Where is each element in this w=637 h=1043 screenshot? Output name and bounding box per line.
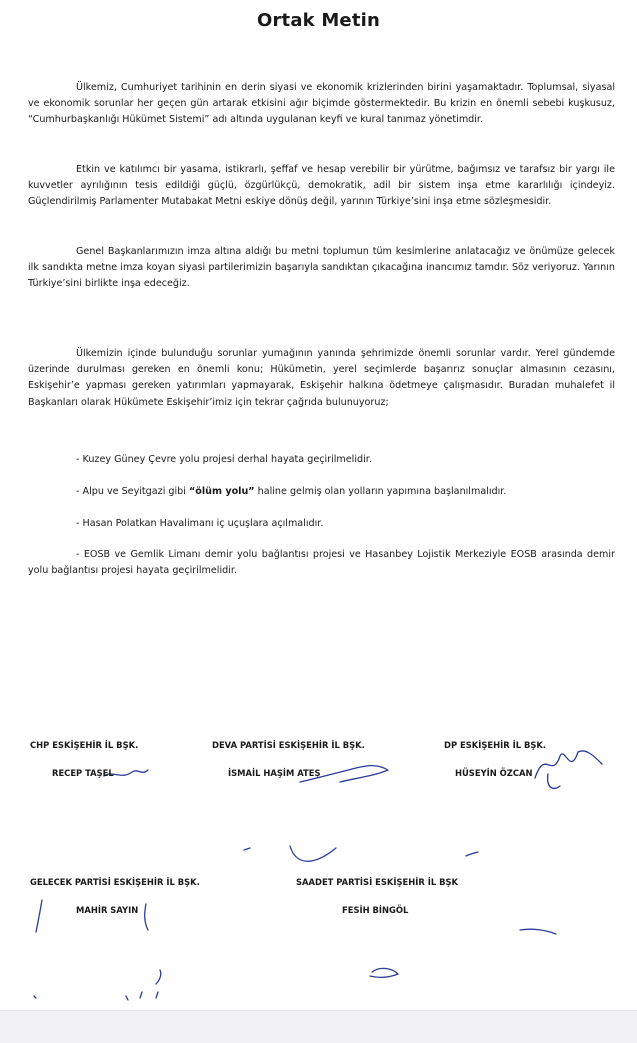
list-item-text: - Alpu ve Seyitgazi gibi [76, 486, 189, 497]
signature-stroke [520, 929, 556, 934]
signatory-2-party: DEVA PARTİSİ ESKİŞEHİR İL BŞK. [212, 740, 365, 750]
signature-stroke [290, 846, 336, 861]
paragraph-2 [28, 162, 615, 211]
signatory-1-name: RECEP TAŞEL [52, 768, 114, 778]
list-item: - Kuzey Güney Çevre yolu projesi derhal hayata geçirilmelidir. [76, 454, 372, 465]
signature-stroke [466, 852, 478, 856]
paragraph-1 [28, 80, 615, 129]
paragraph-3-text: Genel Başkanlarımızın imza altına aldığı bu metni toplumun tüm kesimlerine anlatacağız ve önümüze gelecek ilk sandıkta metne imza koyan siyasi partilerimizin başarıyla sandıktan çıkacağına inancımız tamdır. Söz veriyoruz. Yarının Türkiye’sini birlikte inşa edeceğiz. [28, 246, 615, 290]
signature-stroke [34, 996, 36, 998]
paragraph-4 [28, 346, 615, 411]
signature-stroke [126, 992, 158, 1000]
signatory-1-party: CHP ESKİŞEHİR İL BŞK. [30, 740, 139, 750]
signatory-5-name: FESİH BİNGÖL [342, 905, 409, 915]
signature-stroke [36, 900, 42, 932]
paragraph-2-text: Etkin ve katılımcı bir yasama, istikrarlı, şeffaf ve hesap verebilir bir yürütme, bağımsız ve tarafsız bir yargı ile kuvvetler ayrılığının tesis edildiği güçlü, özgürlükçü, demokratik, adil bir sistem inşa etme kararlılığı içindeyiz. Güçlendirilmiş Parlamenter Mutabakat Metni eskiye dönüş değil, yarının Türkiye’sini inşa etme sözleşmesidir. [28, 164, 615, 208]
signature-stroke [370, 968, 398, 977]
list-item: - EOSB ve Gemlik Limanı demir yolu bağlantısı projesi ve Hasanbey Lojistik Merkeziyle EOSB arasında demir yolu bağlantısı projesi hayata geçirilmelidir. [28, 549, 615, 577]
list-item-emphasis: “ölüm yolu” [188, 486, 255, 497]
signatory-4-name: MAHİR SAYIN [76, 905, 139, 915]
paragraph-4-text: Ülkemizin içinde bulunduğu sorunlar yumağının yanında şehrimizde önemli sorunlar vardır. Yerel gündemde üzerinde durulması gereken en önemli konu; Hükümetin, yerel seçimlerde başarırız sonuçlar almasının cezasını, Eskişehir’e yapması gereken yatırımları yapmayarak, Eskişehir halkına ödetmeye çalışmasıdır. Buradan muhalefet il Başkanları olarak Hükümete Eskişehir’imiz için tekrar çağrıda bulunuyoruz; [28, 348, 615, 408]
signatory-3-party: DP ESKİŞEHİR İL BŞK. [444, 740, 547, 750]
signature-stroke [145, 904, 148, 930]
signature-stroke [548, 774, 560, 788]
signatory-5-party: SAADET PARTİSİ ESKİŞEHİR İL BŞK [296, 877, 458, 887]
paragraph-3 [28, 244, 615, 293]
list-item: - Hasan Polatkan Havalimanı iç uçuşlara açılmalıdır. [76, 518, 324, 529]
list-item [28, 484, 615, 500]
signatory-4-party: GELECEK PARTİSİ ESKİŞEHİR İL BŞK. [30, 877, 200, 887]
signatory-2-name: İSMAİL HAŞİM ATEŞ [228, 768, 321, 778]
paragraph-1-text: Ülkemiz, Cumhuriyet tarihinin en derin siyasi ve ekonomik krizlerinden birini yaşamaktadır. Toplumsal, siyasal ve ekonomik sorunlar her geçen gün artarak etkisini ağır biçimde göstermektedir. Bu krizin en önemli sebebi kuşkusuz, “Cumhurbaşkanlığı Hükümet Sistemi” adı altında uygulanan keyfi ve kural tanımaz yönetimdir. [28, 82, 615, 126]
viewer-bottom-bar [0, 1010, 637, 1043]
signature-stroke [244, 848, 250, 850]
signatory-3-name: HÜSEYİN ÖZCAN [455, 768, 533, 778]
document-title: Ortak Metin [256, 10, 381, 31]
signature-stroke [156, 970, 161, 984]
list-item-text: haline gelmiş olan yolların yapımına başlanılmalıdır. [254, 486, 507, 497]
signature-stroke [535, 751, 602, 778]
